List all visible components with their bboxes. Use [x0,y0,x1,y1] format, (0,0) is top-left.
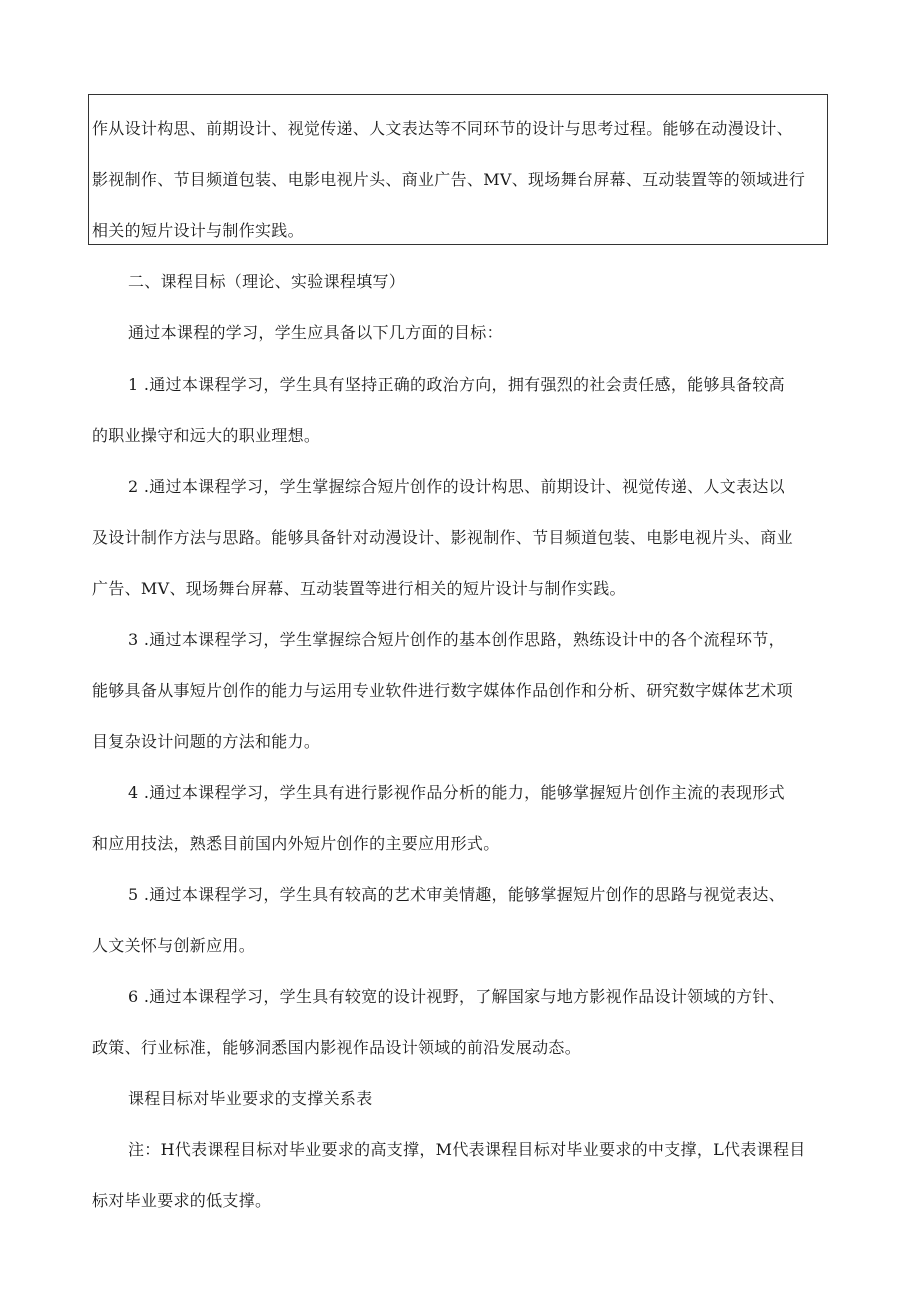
intro-paragraph: 通过本课程的学习，学生应具备以下几方面的目标： [128,323,503,342]
goal-6-line: 政策、行业标准，能够洞悉国内影视作品设计领域的前沿发展动态。 [92,1038,582,1057]
goal-6-line: 6 .通过本课程学习，学生具有较宽的设计视野，了解国家与地方影视作品设计领域的方针、 [128,987,785,1006]
goal-5-line: 5 .通过本课程学习，学生具有较高的艺术审美情趣，能够掌握短片创作的思路与视觉表达、 [128,885,785,904]
goal-3-line: 3 .通过本课程学习，学生掌握综合短片创作的基本创作思路，熟练设计中的各个流程环节， [128,630,785,649]
box-line: 影视制作、节目频道包装、电影电视片头、商业广告、MV、现场舞台屏幕、互动装置等的领域进行 [92,170,806,189]
goal-2-line: 及设计制作方法与思路。能够具备针对动漫设计、影视制作、节目频道包装、电影电视片头、商业 [92,528,793,547]
goal-3-line: 目复杂设计问题的方法和能力。 [92,732,321,751]
goal-2-line: 广告、MV、现场舞台屏幕、互动装置等进行相关的短片设计与制作实践。 [92,579,626,598]
goal-4-line: 4 .通过本课程学习，学生具有进行影视作品分析的能力，能够掌握短片创作主流的表现形式 [128,783,785,802]
goal-4-line: 和应用技法，熟悉目前国内外短片创作的主要应用形式。 [92,834,500,853]
goal-1-line: 的职业操守和远大的职业理想。 [92,426,321,445]
goal-5-line: 人文关怀与创新应用。 [92,936,256,955]
box-line: 相关的短片设计与制作实践。 [92,221,304,240]
goal-3-line: 能够具备从事短片创作的能力与运用专业软件进行数字媒体作品创作和分析、研究数字媒体艺术项 [92,681,793,700]
table-caption: 课程目标对毕业要求的支撑关系表 [128,1089,373,1108]
goal-2-line: 2 .通过本课程学习，学生掌握综合短片创作的设计构思、前期设计、视觉传递、人文表达以 [128,477,785,496]
box-line: 作从设计构思、前期设计、视觉传递、人文表达等不同环节的设计与思考过程。能够在动漫设计、 [92,119,793,138]
note-line: 标对毕业要求的低支撑。 [92,1191,272,1210]
goal-1-line: 1 .通过本课程学习，学生具有坚持正确的政治方向，拥有强烈的社会责任感，能够具备较高 [128,375,785,394]
note-line: 注：H代表课程目标对毕业要求的高支撑，M代表课程目标对毕业要求的中支撑，L代表课程目 [128,1140,806,1159]
section-heading: 二、课程目标（理论、实验课程填写） [128,272,406,291]
